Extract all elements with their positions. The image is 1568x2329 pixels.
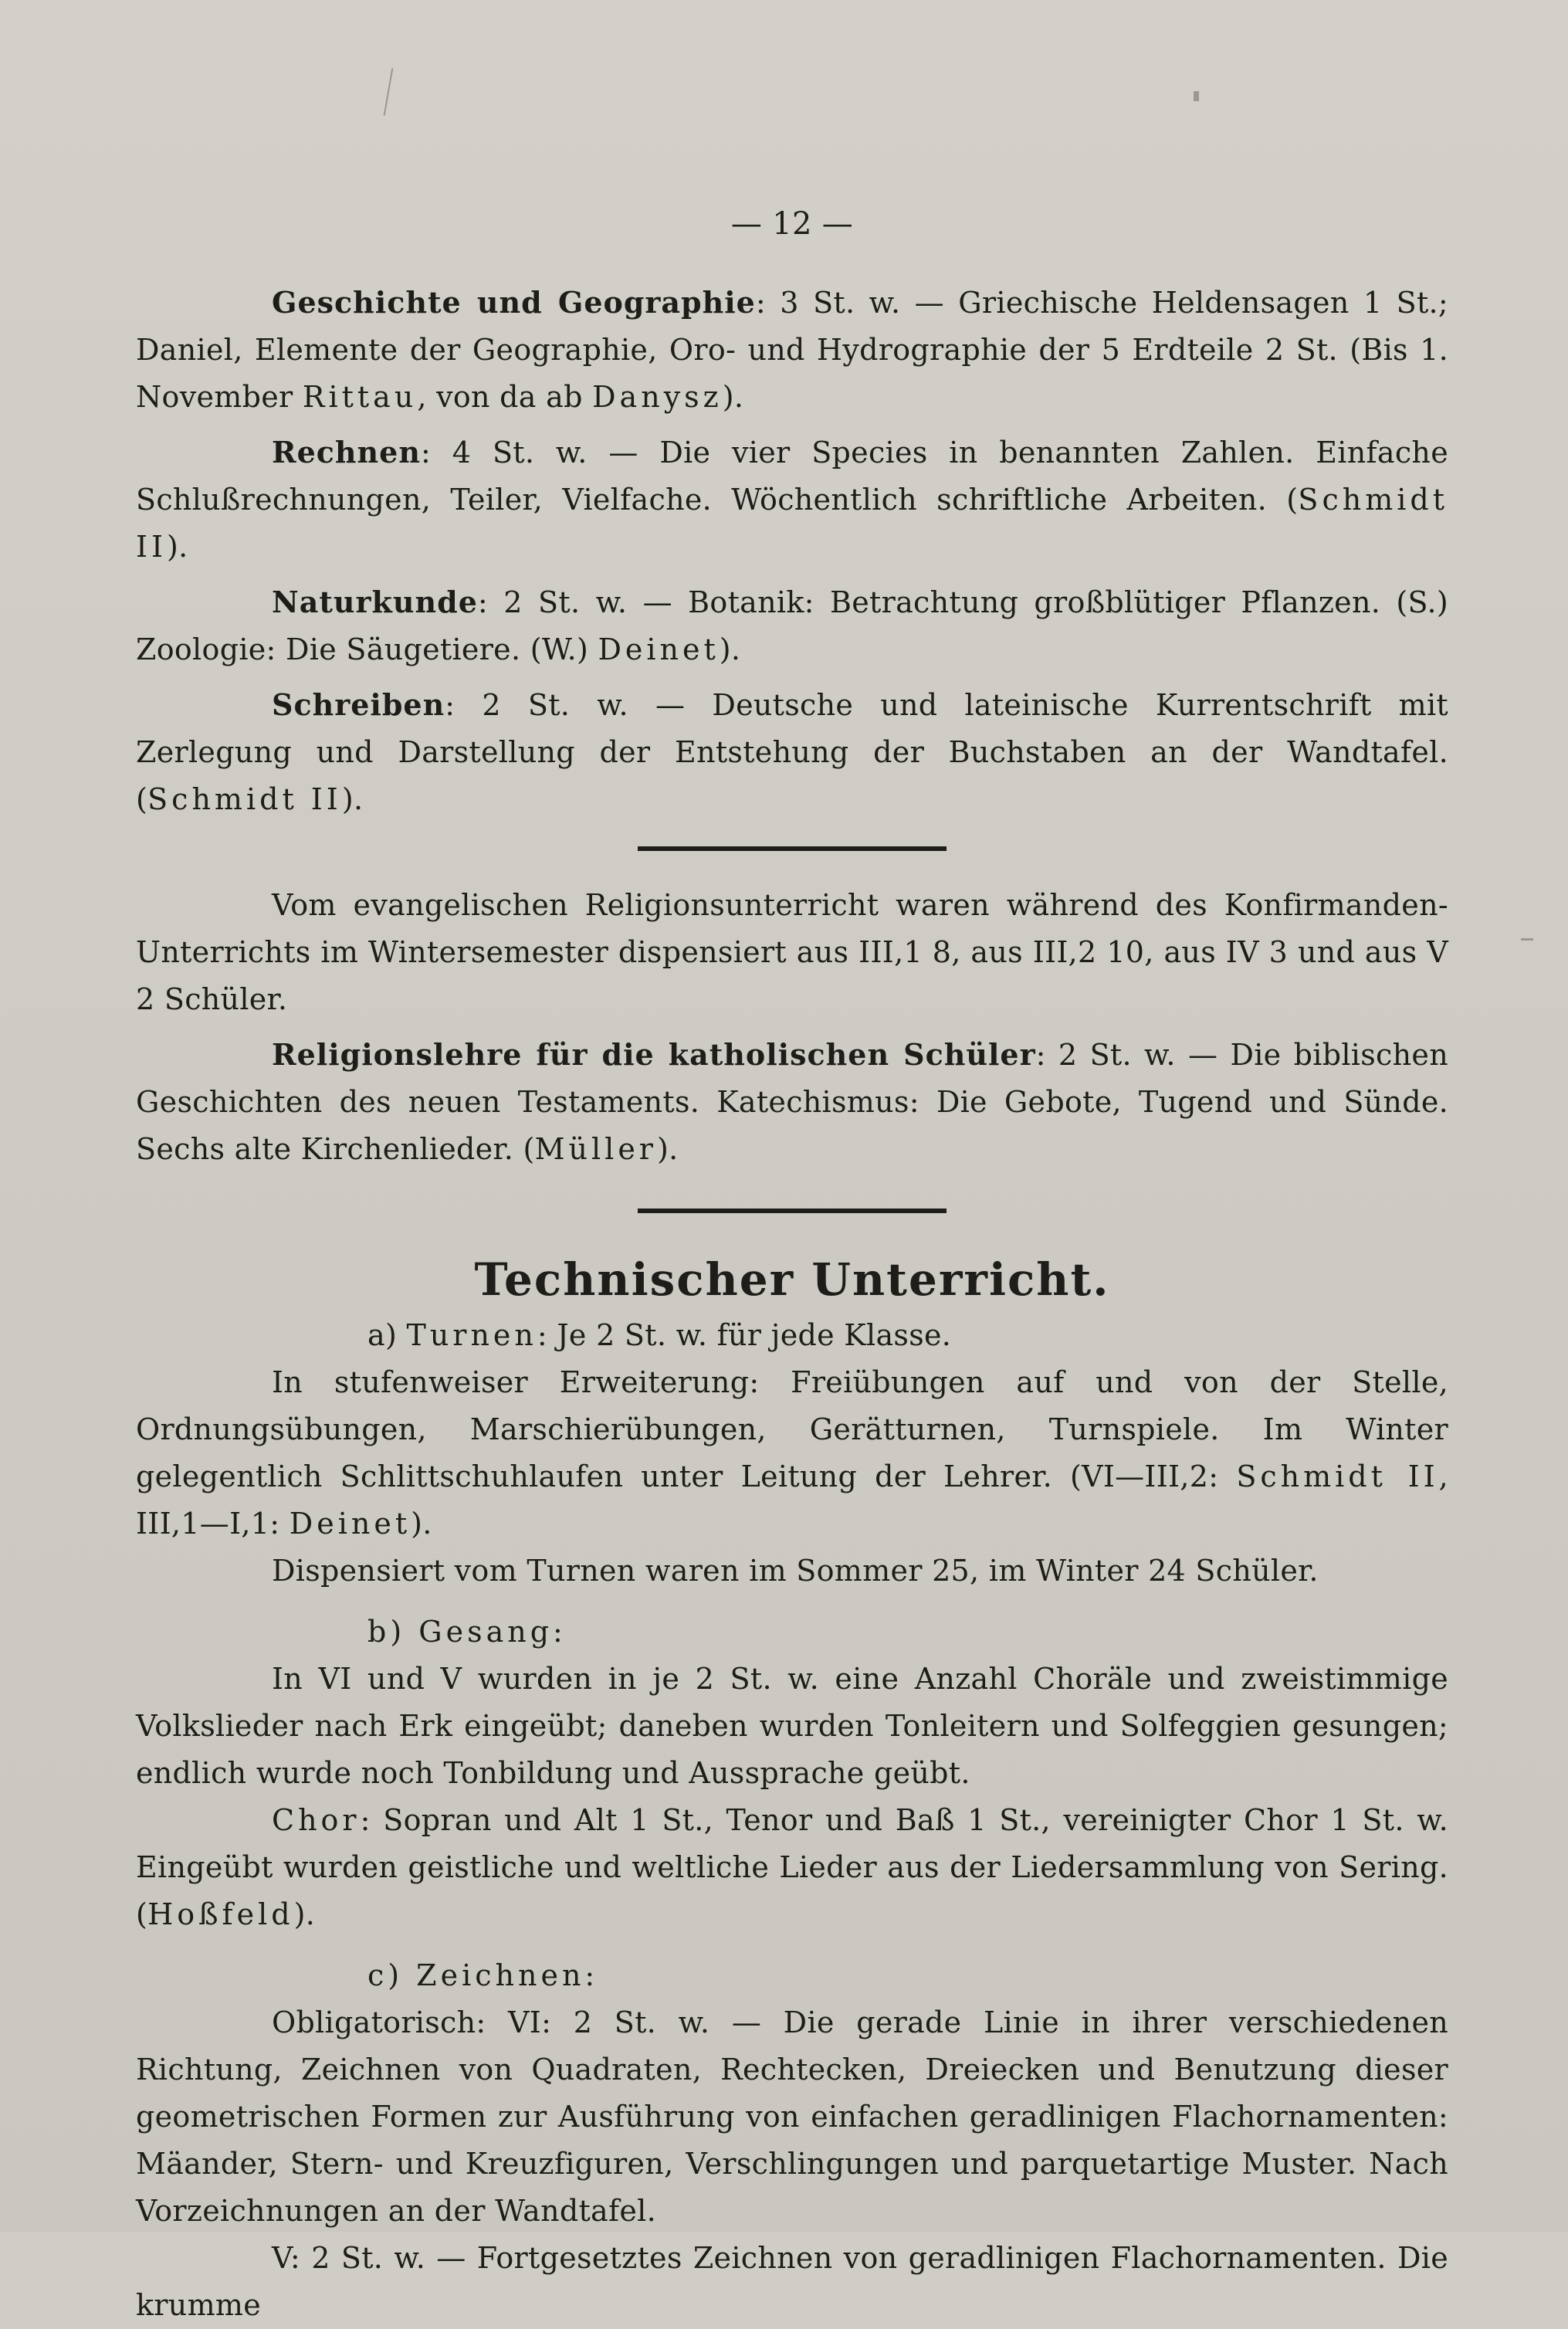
paragraph-naturkunde: [136, 578, 1448, 673]
subsection-letter: a): [367, 1318, 407, 1352]
paragraph-religion-katholisch: [136, 1031, 1448, 1173]
teacher-name: Deinet: [598, 632, 720, 666]
paragraph-text: ).: [167, 530, 188, 564]
paragraph-turnen-dispens: Dispensiert vom Turnen waren im Sommer 25, im Winter 24 Schüler.: [272, 1554, 1319, 1588]
subsection-text: : Je 2 St. w. für jede Klasse.: [537, 1318, 952, 1352]
paragraph-geschichte: [136, 279, 1448, 421]
subject-heading: Naturkunde: [272, 585, 478, 619]
paragraph-text: : 4 St. w. — Die vier Species in benannten Zahlen. Einfache Schlußrechnungen, Teiler, Vielfache. Wöchentlich schriftliche Arbeiten. (: [136, 436, 1448, 517]
paragraph-text: : 3 St. w. — Griechische Heldensagen 1 St.; Daniel, Elemente der Geographie, Oro- und Hydrographie der 5 Erdteile 2 St. (Bis 1. November: [136, 286, 1448, 414]
paragraph-text: , von da ab: [417, 380, 593, 414]
paragraph-text: : 2 St. w. — Botanik: Betrachtung großblütiger Pflanzen. (S.) Zoologie: Die Säugetiere. (W.): [136, 585, 1448, 666]
paragraph-text: ).: [719, 632, 741, 666]
zeichnen-heading: c) Zeichnen:: [367, 1958, 599, 1992]
paragraph-text: ).: [411, 1507, 432, 1541]
paragraph-text: In stufenweiser Erweiterung: Freiübungen auf und von der Stelle, Ordnungsübungen, Marschierübungen, Gerätturnen, Turnspiele. Im Winter gelegentlich Schlittschuhlaufen unter Leitung der Lehrer. (VI—III,2:: [136, 1365, 1448, 1493]
paragraph-zeichnen-v: V: 2 St. w. — Fortgesetztes Zeichnen von geradlinigen Flachornamenten. Die krumme: [136, 2241, 1448, 2322]
paragraph-rechnen: [136, 429, 1448, 571]
paragraph-text: ).: [656, 1132, 679, 1166]
gesang-heading: b) Gesang:: [367, 1615, 567, 1649]
paper-scratch: [384, 68, 394, 115]
section-title: Technischer Unterricht.: [474, 1253, 1110, 1306]
teacher-name: Rittau: [302, 380, 418, 414]
subject-heading: Geschichte und Geographie: [272, 285, 756, 320]
paragraph-text: : Sopran und Alt 1 St., Tenor und Baß 1 St., vereinigter Chor 1 St. w. Eingeübt wurden geistliche und weltliche Lieder aus der Liedersammlung von Sering. (: [136, 1803, 1448, 1931]
turnen-heading: [136, 1312, 1448, 1359]
teacher-name: Schmidt II: [136, 483, 1448, 564]
paragraph-schreiben: [136, 681, 1448, 823]
paragraph-text: : 2 St. w. — Die biblischen Geschichten des neuen Testaments. Katechismus: Die Gebote, Tugend und Sünde. Sechs alte Kirchenlieder. (: [136, 1038, 1448, 1166]
paper-speck: [1194, 91, 1199, 101]
paragraph-chor: [136, 1797, 1448, 1938]
page-number: — 12 —: [730, 206, 854, 242]
paragraph-text: ).: [293, 1897, 316, 1931]
separator-rule: [638, 1209, 947, 1213]
chor-label: Chor: [272, 1803, 361, 1837]
teacher-name: Müller: [534, 1132, 657, 1166]
paragraph-text: , III,1—I,1:: [136, 1459, 1448, 1541]
teacher-name: Schmidt II: [147, 782, 342, 816]
paragraph-gesang: In VI und V wurden in je 2 St. w. eine Anzahl Choräle und zweistimmige Volkslieder nach Erk eingeübt; daneben wurden Tonleitern und Solfeggien gesungen; endlich wurde noch Tonbildung und Aussprache geübt.: [136, 1662, 1448, 1790]
teacher-name: Danysz: [592, 380, 723, 414]
subject-heading: Rechnen: [272, 435, 421, 470]
subject-heading: Religionslehre für die katholischen Schüler: [272, 1037, 1036, 1072]
subsection-title: Turnen: [406, 1318, 537, 1352]
page-content: [136, 201, 1448, 2329]
paragraph-text: ).: [341, 782, 364, 816]
teacher-name: Deinet: [289, 1507, 411, 1541]
paragraph-text: ).: [722, 380, 744, 414]
teacher-name: Hoßfeld: [147, 1897, 294, 1931]
teacher-name: Schmidt II: [1236, 1459, 1439, 1493]
paragraph-zeichnen-vi: Obligatorisch: VI: 2 St. w. — Die gerade Linie in ihrer verschiedenen Richtung, Zeichnen von Quadraten, Rechtecken, Dreiecken und Benutzung dieser geometrischen Formen zur Ausführung von einfachen geradlinigen Flachornamenten: Mäander, Stern- und Kreuzfiguren, Verschlingungen und parquetartige Muster. Nach Vorzeichnungen an der Wandtafel.: [136, 2005, 1448, 2228]
paper-scratch: [1521, 938, 1533, 941]
subject-heading: Schreiben: [272, 687, 445, 722]
paragraph-dispens-religion: Vom evangelischen Religionsunterricht waren während des Konfirmanden-Unterrichts im Wintersemester dispensiert aus III,1 8, aus III,2 10, aus IV 3 und aus V 2 Schüler.: [136, 888, 1448, 1016]
separator-rule: [638, 846, 947, 851]
paragraph-text: : 2 St. w. — Deutsche und lateinische Kurrentschrift mit Zerlegung und Darstellung der Entstehung der Buchstaben an der Wandtafel. (: [136, 688, 1448, 816]
paragraph-turnen: [136, 1359, 1448, 1548]
